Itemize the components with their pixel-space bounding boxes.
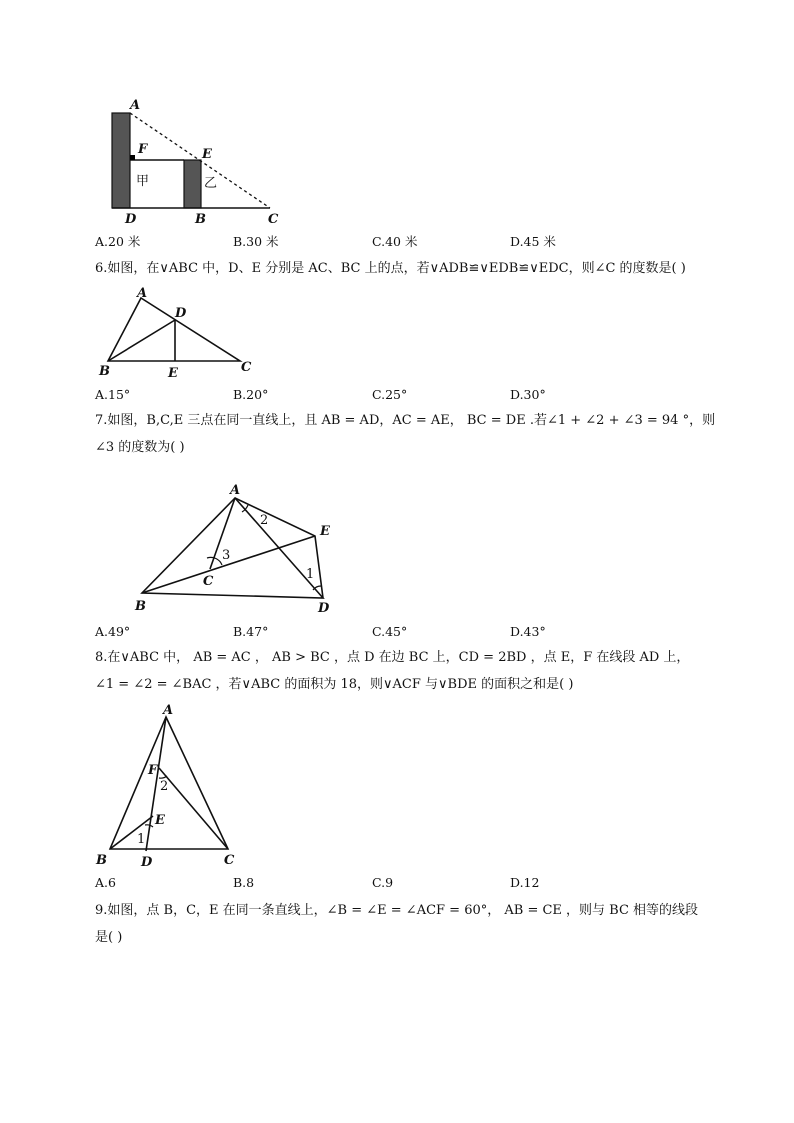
q5-figure bbox=[100, 95, 300, 225]
q6-option-b[interactable]: B.20° bbox=[233, 387, 269, 402]
label-b: B bbox=[135, 599, 146, 614]
q7-option-c[interactable]: C.45° bbox=[372, 624, 408, 639]
triangle-abd bbox=[142, 498, 323, 598]
label-angle-1: 1 bbox=[137, 832, 146, 847]
q7-figure bbox=[130, 478, 345, 618]
q8-text-line1: 8.在∨ABC 中， AB = AC ， AB > BC ，点 D 在边 BC 上，CD = 2BD ，点 E，F 在线段 AD 上， bbox=[95, 650, 690, 665]
q5-option-a[interactable]: A.20 米 bbox=[95, 234, 141, 249]
q9-text-line2: 是( ) bbox=[95, 930, 123, 945]
q7-text-line2: ∠3 的度数为( ) bbox=[95, 440, 185, 455]
label-d: D bbox=[125, 212, 137, 225]
q5-option-c[interactable]: C.40 米 bbox=[372, 234, 418, 249]
label-c: C bbox=[241, 360, 252, 375]
label-jia: 甲 bbox=[136, 174, 150, 189]
line-bce bbox=[142, 536, 315, 593]
label-d: D bbox=[318, 601, 330, 616]
segment-cf bbox=[159, 768, 228, 849]
triangle-abc bbox=[108, 298, 240, 361]
label-f: F bbox=[138, 142, 148, 157]
building-a bbox=[112, 113, 130, 208]
label-e: E bbox=[155, 813, 165, 828]
label-c: C bbox=[224, 853, 235, 868]
building-e bbox=[184, 160, 201, 208]
q6-option-a[interactable]: A.15° bbox=[95, 387, 131, 402]
label-e: E bbox=[320, 524, 330, 539]
q9-text-line1: 9.如图，点 B，C，E 在同一条直线上，∠B = ∠E = ∠ACF = 60°， AB = CE ，则与 BC 相等的线段 bbox=[95, 903, 699, 918]
label-angle-2: 2 bbox=[260, 513, 269, 528]
q5-option-b[interactable]: B.30 米 bbox=[233, 234, 279, 249]
label-f: F bbox=[148, 763, 158, 778]
angle-2-arc bbox=[159, 776, 167, 778]
angle-1-arc bbox=[313, 586, 321, 590]
right-angle-mark bbox=[130, 155, 135, 160]
q7-option-b[interactable]: B.47° bbox=[233, 624, 269, 639]
q5-option-d[interactable]: D.45 米 bbox=[510, 234, 556, 249]
label-b: B bbox=[99, 364, 110, 379]
q8-option-a[interactable]: A.6 bbox=[95, 875, 116, 890]
q7-text-line1: 7.如图，B,C,E 三点在同一直线上，且 AB = AD，AC = AE， BC = DE .若∠1 + ∠2 + ∠3 = 94 °，则 bbox=[95, 413, 716, 428]
q8-text-line2: ∠1 = ∠2 = ∠BAC ，若∨ABC 的面积为 18，则∨ACF 与∨BDE 的面积之和是( ) bbox=[95, 677, 574, 692]
label-angle-3: 3 bbox=[222, 548, 231, 563]
label-e: E bbox=[168, 366, 178, 381]
q6-figure bbox=[95, 283, 265, 383]
q7-option-a[interactable]: A.49° bbox=[95, 624, 131, 639]
angle-3-arc bbox=[207, 557, 222, 565]
q6-option-c[interactable]: C.25° bbox=[372, 387, 408, 402]
label-d: D bbox=[141, 855, 153, 870]
q8-option-b[interactable]: B.8 bbox=[233, 875, 255, 890]
label-a: A bbox=[130, 98, 141, 113]
label-e: E bbox=[202, 147, 212, 162]
label-a: A bbox=[137, 286, 148, 301]
q7-option-d[interactable]: D.43° bbox=[510, 624, 546, 639]
q8-option-c[interactable]: C.9 bbox=[372, 875, 394, 890]
label-b: B bbox=[96, 853, 107, 868]
label-angle-1: 1 bbox=[306, 567, 315, 582]
label-a: A bbox=[163, 703, 174, 718]
label-d: D bbox=[175, 306, 187, 321]
label-c: C bbox=[268, 212, 279, 225]
q8-figure bbox=[90, 700, 250, 870]
q8-option-d[interactable]: D.12 bbox=[510, 875, 540, 890]
label-c: C bbox=[203, 574, 214, 589]
label-b: B bbox=[195, 212, 206, 225]
label-yi: 乙 bbox=[204, 176, 218, 191]
label-angle-2: 2 bbox=[160, 779, 169, 794]
label-a: A bbox=[230, 483, 241, 498]
q6-option-d[interactable]: D.30° bbox=[510, 387, 546, 402]
q6-text: 6.如图，在∨ABC 中，D、E 分别是 AC、BC 上的点，若∨ADB≌∨EDB≌∨EDC，则∠C 的度数是( ) bbox=[95, 261, 686, 276]
